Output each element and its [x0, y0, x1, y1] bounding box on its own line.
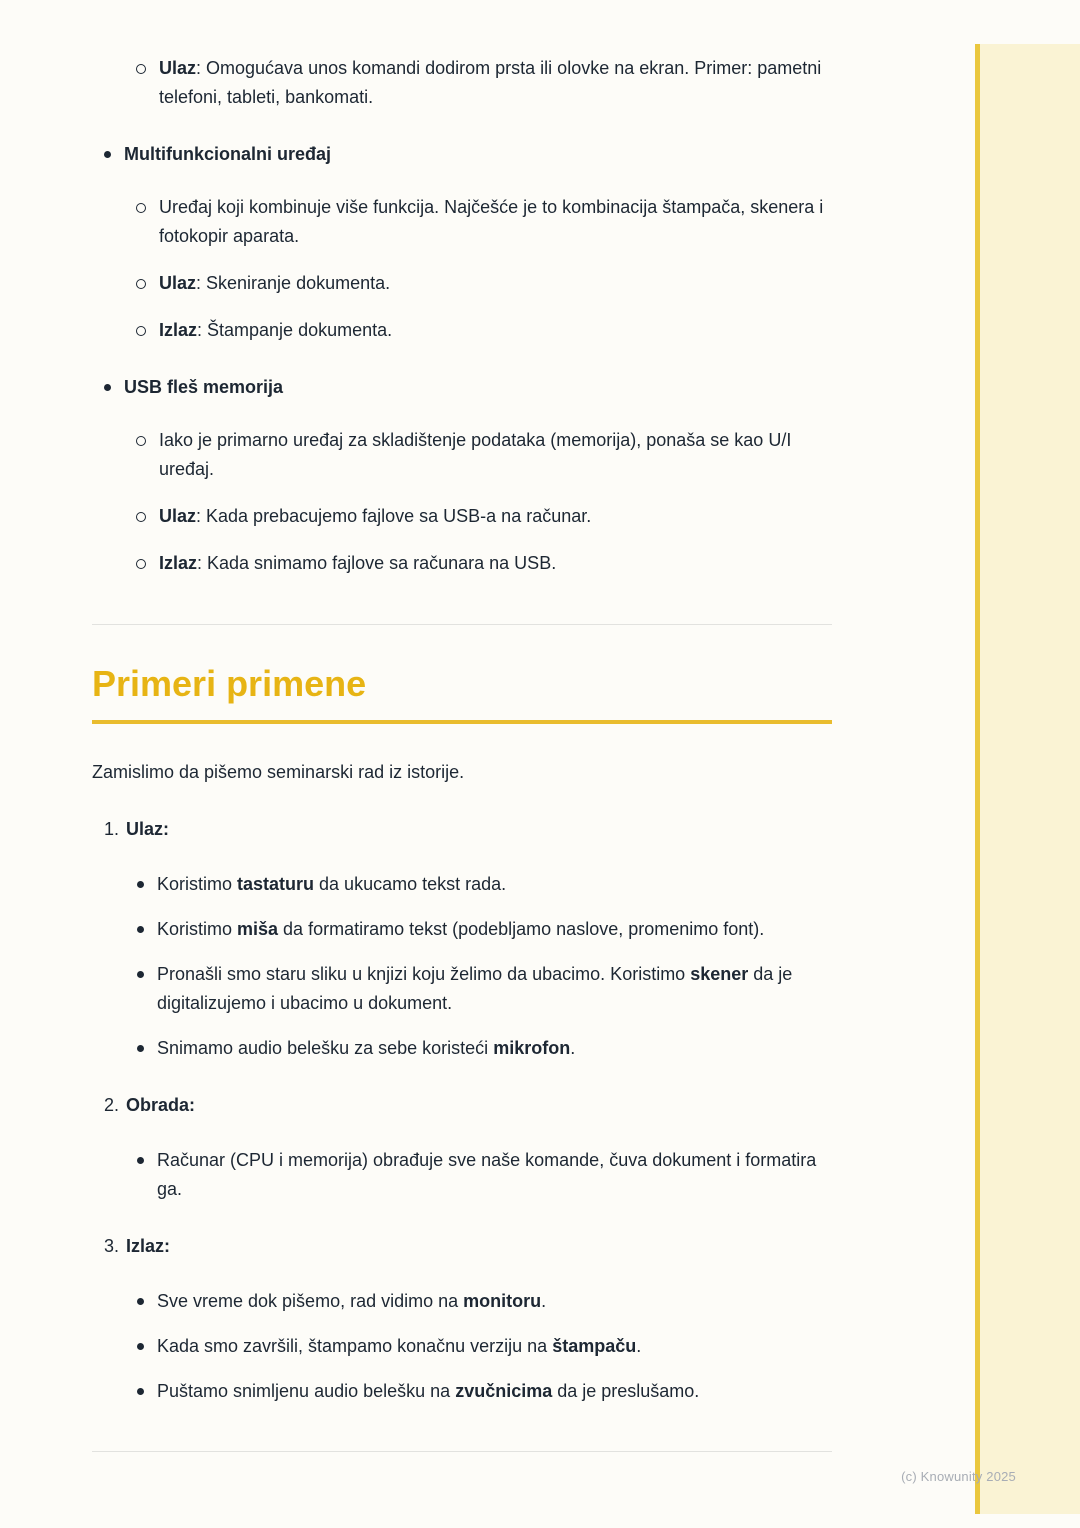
list-item-text: Kada smo završili, štampamo konačnu verziju na štampaču.: [157, 1336, 642, 1356]
list-item-usb-flash: [104, 373, 832, 578]
section-heading: Primeri primene: [92, 663, 832, 724]
list-item-text: Sve vreme dok pišemo, rad vidimo na monitoru.: [157, 1291, 547, 1311]
list-item-text: Izlaz: Kada snimamo fajlove sa računara na USB.: [159, 553, 557, 573]
list-item-text: USB fleš memorija: [124, 377, 284, 397]
list-item: [137, 1377, 832, 1406]
list-item: [137, 1034, 832, 1063]
step-ulaz: [92, 815, 832, 1063]
list-item-text: Pronašli smo staru sliku u knjizi koju želimo da ubacimo. Koristimo skener da je digitalizujemo i ubacimo u dokument.: [157, 964, 793, 1013]
section-divider: [92, 624, 832, 625]
step-header: [104, 1232, 832, 1261]
disc-bullet-icon: [137, 1388, 144, 1395]
list-item-text: Koristimo tastaturu da ukucamo tekst rada.: [157, 874, 507, 894]
list-item-text: Iako je primarno uređaj za skladištenje podataka (memorija), ponaša se kao U/I uređaj.: [159, 430, 792, 479]
document-content: [92, 54, 832, 1452]
circle-bullet-icon: [136, 559, 146, 569]
disc-bullet-icon: [137, 971, 144, 978]
page-edge-stripe: [975, 44, 1080, 1514]
list-item: [136, 269, 832, 298]
disc-bullet-icon: [137, 1045, 144, 1052]
disc-bullet-icon: [137, 926, 144, 933]
list-item-text: Multifunkcionalni uređaj: [124, 144, 332, 164]
intro-paragraph: Zamislimo da pišemo seminarski rad iz istorije.: [92, 762, 465, 782]
disc-bullet-icon: [104, 384, 111, 391]
list-item-text: Uređaj koji kombinuje više funkcija. Najčešće je to kombinacija štampača, skenera i fotokopir aparata.: [159, 197, 824, 246]
step-number: 2.: [104, 1095, 120, 1115]
step-obrada: [92, 1091, 832, 1204]
circle-bullet-icon: [136, 436, 146, 446]
sublist: [104, 426, 832, 578]
step-header: [104, 815, 832, 844]
list-item: [136, 426, 832, 484]
list-item-multifunction-device: [104, 140, 832, 345]
section-divider: [92, 1451, 832, 1452]
list-item: [136, 54, 832, 112]
steps-list: [92, 815, 832, 1406]
circle-bullet-icon: [136, 279, 146, 289]
list-item: [137, 915, 832, 944]
step-bullets: [104, 1146, 832, 1204]
step-number: 1.: [104, 819, 120, 839]
list-item-text: Puštamo snimljenu audio belešku na zvučnicima da je preslušamo.: [157, 1381, 700, 1401]
step-izlaz: [92, 1232, 832, 1406]
circle-bullet-icon: [136, 326, 146, 336]
list-item: [136, 316, 832, 345]
list-item-text: Računar (CPU i memorija) obrađuje sve naše komande, čuva dokument i formatira ga.: [157, 1150, 817, 1199]
disc-bullet-icon: [137, 1298, 144, 1305]
list-item-title: [104, 140, 832, 169]
list-item-title: [104, 373, 832, 402]
step-bullets: [104, 870, 832, 1063]
list-item-text: Ulaz: Skeniranje dokumenta.: [159, 273, 391, 293]
list-item: [136, 502, 832, 531]
devices-list: [92, 140, 832, 578]
list-item: [137, 960, 832, 1018]
list-item: [136, 193, 832, 251]
list-item: [137, 1146, 832, 1204]
step-header: [104, 1091, 832, 1120]
list-item: [136, 549, 832, 578]
step-label: Ulaz:: [126, 819, 170, 839]
disc-bullet-icon: [137, 1343, 144, 1350]
list-item-text: Izlaz: Štampanje dokumenta.: [159, 320, 393, 340]
touchscreen-sublist: [92, 54, 832, 112]
list-item: [137, 1332, 832, 1361]
list-item-text: Koristimo miša da formatiramo tekst (podebljamo naslove, promenimo font).: [157, 919, 765, 939]
list-item-text: Ulaz: Omogućava unos komandi dodirom prsta ili olovke na ekran. Primer: pametni telefoni, tableti, bankomati.: [159, 58, 822, 107]
circle-bullet-icon: [136, 64, 146, 74]
list-item-text: Ulaz: Kada prebacujemo fajlove sa USB-a na računar.: [159, 506, 592, 526]
disc-bullet-icon: [104, 151, 111, 158]
sublist: [104, 193, 832, 345]
circle-bullet-icon: [136, 512, 146, 522]
step-bullets: [104, 1287, 832, 1406]
step-label: Izlaz:: [126, 1236, 171, 1256]
circle-bullet-icon: [136, 203, 146, 213]
disc-bullet-icon: [137, 881, 144, 888]
step-label: Obrada:: [126, 1095, 196, 1115]
disc-bullet-icon: [137, 1157, 144, 1164]
list-item-text: Snimamo audio belešku za sebe koristeći mikrofon.: [157, 1038, 576, 1058]
list-item: [137, 1287, 832, 1316]
step-number: 3.: [104, 1236, 120, 1256]
list-item: [137, 870, 832, 899]
watermark: (c) Knowunity 2025: [901, 1469, 1016, 1484]
